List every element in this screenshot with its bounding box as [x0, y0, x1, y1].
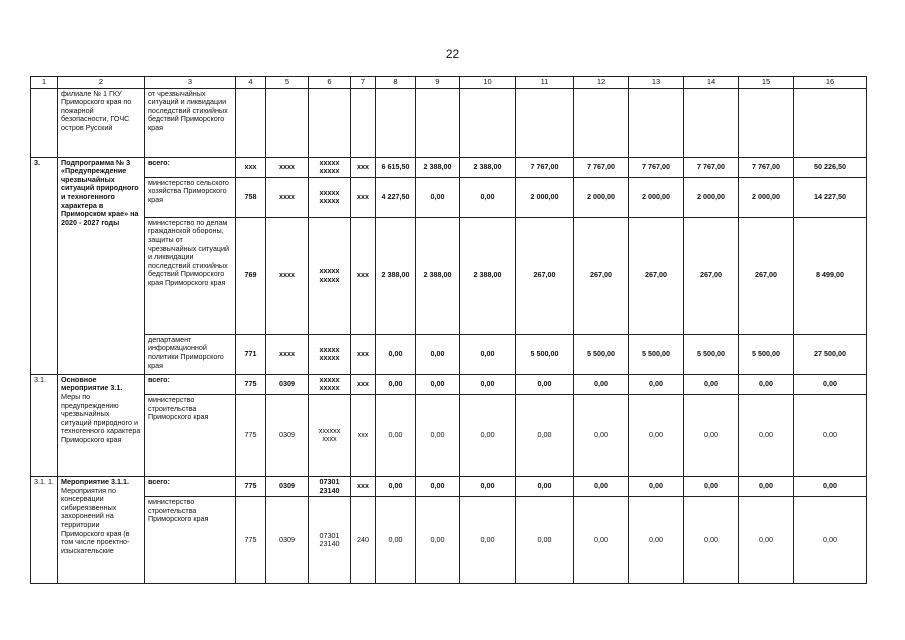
header-cell: 12: [574, 77, 629, 89]
header-cell: 2: [58, 77, 145, 89]
value-cell: 07301 23140: [309, 476, 351, 496]
header-row: [31, 77, 867, 89]
value-cell: 0,00: [416, 497, 460, 584]
value-cell: 775: [236, 394, 266, 476]
value-cell: 2 000,00: [629, 177, 684, 217]
page-number: 22: [445, 47, 460, 61]
value-cell: 2 000,00: [739, 177, 794, 217]
value-cell: 0,00: [416, 394, 460, 476]
value-cell: хххх: [266, 334, 309, 374]
num-cell: [31, 88, 58, 157]
value-cell: 769: [236, 217, 266, 334]
executor-cell: министерство сельского хозяйства Приморского края: [145, 177, 236, 217]
value-cell: 0,00: [739, 476, 794, 496]
empty-cell: [460, 88, 516, 157]
executor-cell: министерство строительства Приморского края: [145, 394, 236, 476]
measure-description: Мероприятия по консервации сибиреязвенных захоронений на территории Приморского края (в том числе проектно-изыскательские: [61, 485, 130, 555]
value-cell: 775: [236, 497, 266, 584]
value-cell: 0,00: [684, 497, 739, 584]
name-cell: [58, 476, 145, 583]
executor-cell: всего:: [145, 157, 236, 177]
value-cell: 2 000,00: [684, 177, 739, 217]
name-cell: филиале № 1 ГКУ Приморского края по пожарной безопасности, ГОЧС остров Русский: [58, 88, 145, 157]
value-cell: 0,00: [416, 374, 460, 394]
value-cell: 0,00: [794, 497, 867, 584]
value-cell: 0,00: [516, 497, 574, 584]
header-cell: 3: [145, 77, 236, 89]
num-cell: 3.: [31, 157, 58, 374]
table-row: [31, 497, 867, 584]
value-cell: 0,00: [684, 374, 739, 394]
value-cell: 5 500,00: [739, 334, 794, 374]
value-cell: 2 388,00: [416, 217, 460, 334]
value-cell: 0,00: [794, 476, 867, 496]
value-cell: 27 500,00: [794, 334, 867, 374]
value-cell: 0309: [266, 497, 309, 584]
empty-cell: [516, 88, 574, 157]
value-cell: ххх: [351, 157, 376, 177]
table-row: [31, 374, 867, 394]
value-cell: 7 767,00: [574, 157, 629, 177]
value-cell: 0,00: [376, 334, 416, 374]
table-row: [31, 88, 867, 157]
value-cell: 0,00: [460, 374, 516, 394]
executor-cell: министерство строительства Приморского края: [145, 497, 236, 584]
value-cell: 0,00: [376, 497, 416, 584]
num-cell: 3.1. 1.: [31, 476, 58, 583]
value-cell: 0,00: [376, 394, 416, 476]
value-cell: 2 388,00: [416, 157, 460, 177]
value-cell: ххх: [351, 334, 376, 374]
table-row: [31, 157, 867, 177]
header-cell: 15: [739, 77, 794, 89]
value-cell: ххх: [351, 394, 376, 476]
value-cell: ххххх ххххх: [309, 334, 351, 374]
value-cell: 0,00: [794, 374, 867, 394]
value-cell: 0,00: [574, 374, 629, 394]
value-cell: 0,00: [460, 476, 516, 496]
value-cell: 0,00: [460, 497, 516, 584]
value-cell: 2 000,00: [516, 177, 574, 217]
value-cell: 0,00: [376, 476, 416, 496]
value-cell: 14 227,50: [794, 177, 867, 217]
value-cell: 7 767,00: [684, 157, 739, 177]
measure-title: Мероприятие 3.1.1.: [61, 476, 130, 486]
empty-cell: [416, 88, 460, 157]
value-cell: 7 767,00: [516, 157, 574, 177]
value-cell: ххххх ххххх: [309, 177, 351, 217]
value-cell: 2 388,00: [460, 217, 516, 334]
header-cell: 10: [460, 77, 516, 89]
value-cell: 0309: [266, 476, 309, 496]
empty-cell: [376, 88, 416, 157]
value-cell: 0,00: [460, 334, 516, 374]
value-cell: 2 000,00: [574, 177, 629, 217]
value-cell: 0309: [266, 394, 309, 476]
value-cell: 50 226,50: [794, 157, 867, 177]
value-cell: 267,00: [684, 217, 739, 334]
value-cell: 0,00: [460, 394, 516, 476]
empty-cell: [236, 88, 266, 157]
value-cell: 0309: [266, 374, 309, 394]
value-cell: ххх: [351, 177, 376, 217]
value-cell: 8 499,00: [794, 217, 867, 334]
header-cell: 16: [794, 77, 867, 89]
value-cell: 0,00: [629, 394, 684, 476]
table-row: [31, 476, 867, 496]
value-cell: 267,00: [629, 217, 684, 334]
value-cell: 0,00: [460, 177, 516, 217]
value-cell: 0,00: [629, 497, 684, 584]
executor-cell: министерство по делам гражданской обороны, защиты от чрезвычайных ситуаций и ликвидации последствий стихийных бедствий Приморского края Приморского края: [145, 217, 236, 334]
empty-cell: [574, 88, 629, 157]
value-cell: 240: [351, 497, 376, 584]
empty-cell: [629, 88, 684, 157]
header-cell: 8: [376, 77, 416, 89]
value-cell: 775: [236, 374, 266, 394]
value-cell: 7 767,00: [739, 157, 794, 177]
value-cell: 4 227,50: [376, 177, 416, 217]
table-row: [31, 394, 867, 476]
value-cell: 775: [236, 476, 266, 496]
value-cell: 267,00: [739, 217, 794, 334]
value-cell: 0,00: [739, 374, 794, 394]
value-cell: 07301 23140: [309, 497, 351, 584]
value-cell: 0,00: [516, 476, 574, 496]
header-cell: 14: [684, 77, 739, 89]
value-cell: 5 500,00: [629, 334, 684, 374]
value-cell: 0,00: [416, 476, 460, 496]
table-row: [31, 217, 867, 334]
value-cell: 0,00: [739, 497, 794, 584]
value-cell: 2 388,00: [460, 157, 516, 177]
executor-cell: от чрезвычайных ситуаций и ликвидации последствий стихийных бедствий Приморского края: [145, 88, 236, 157]
table-row: [31, 334, 867, 374]
value-cell: 2 388,00: [376, 217, 416, 334]
value-cell: 0,00: [516, 394, 574, 476]
value-cell: ххххх ххххх: [309, 157, 351, 177]
value-cell: 0,00: [574, 497, 629, 584]
header-cell: 1: [31, 77, 58, 89]
value-cell: 0,00: [376, 374, 416, 394]
value-cell: 7 767,00: [629, 157, 684, 177]
name-cell: Подпрограмма № 3 «Предупреждение чрезвычайных ситуаций природного и техногенного характера в Приморском крае» на 2020 - 2027 годы: [58, 157, 145, 374]
value-cell: ххххх ххххх: [309, 217, 351, 334]
value-cell: хххх: [266, 157, 309, 177]
value-cell: хххх: [266, 217, 309, 334]
header-cell: 11: [516, 77, 574, 89]
empty-cell: [266, 88, 309, 157]
empty-cell: [739, 88, 794, 157]
header-cell: 4: [236, 77, 266, 89]
value-cell: ххх: [351, 374, 376, 394]
executor-cell: всего:: [145, 374, 236, 394]
value-cell: 6 615,50: [376, 157, 416, 177]
name-cell: [58, 374, 145, 476]
value-cell: 0,00: [629, 374, 684, 394]
value-cell: хххххх хххх: [309, 394, 351, 476]
value-cell: 0,00: [574, 476, 629, 496]
value-cell: 5 500,00: [516, 334, 574, 374]
value-cell: хххх: [266, 177, 309, 217]
header-cell: 5: [266, 77, 309, 89]
header-cell: 13: [629, 77, 684, 89]
table-row: [31, 177, 867, 217]
empty-cell: [684, 88, 739, 157]
value-cell: ххх: [351, 217, 376, 334]
value-cell: ххх: [236, 157, 266, 177]
executor-cell: всего:: [145, 476, 236, 496]
value-cell: 0,00: [739, 394, 794, 476]
value-cell: 0,00: [516, 374, 574, 394]
header-cell: 7: [351, 77, 376, 89]
value-cell: 0,00: [794, 394, 867, 476]
value-cell: 0,00: [684, 476, 739, 496]
empty-cell: [309, 88, 351, 157]
value-cell: 267,00: [574, 217, 629, 334]
value-cell: 0,00: [684, 394, 739, 476]
measure-description: Меры по предупреждению чрезвычайных ситуаций природного и техногенного характера Приморского края: [61, 391, 141, 444]
value-cell: 267,00: [516, 217, 574, 334]
value-cell: 758: [236, 177, 266, 217]
empty-cell: [351, 88, 376, 157]
value-cell: ххххх ххххх: [309, 374, 351, 394]
executor-cell: департамент информационной политики Приморского края: [145, 334, 236, 374]
value-cell: 771: [236, 334, 266, 374]
header-cell: 9: [416, 77, 460, 89]
value-cell: 0,00: [416, 177, 460, 217]
value-cell: 0,00: [574, 394, 629, 476]
value-cell: 0,00: [416, 334, 460, 374]
num-cell: 3.1.: [31, 374, 58, 476]
value-cell: 5 500,00: [684, 334, 739, 374]
measure-title: Основное мероприятие 3.1.: [61, 374, 123, 393]
value-cell: ххх: [351, 476, 376, 496]
value-cell: 5 500,00: [574, 334, 629, 374]
value-cell: 0,00: [629, 476, 684, 496]
header-cell: 6: [309, 77, 351, 89]
budget-table: [30, 76, 867, 584]
empty-cell: [794, 88, 867, 157]
